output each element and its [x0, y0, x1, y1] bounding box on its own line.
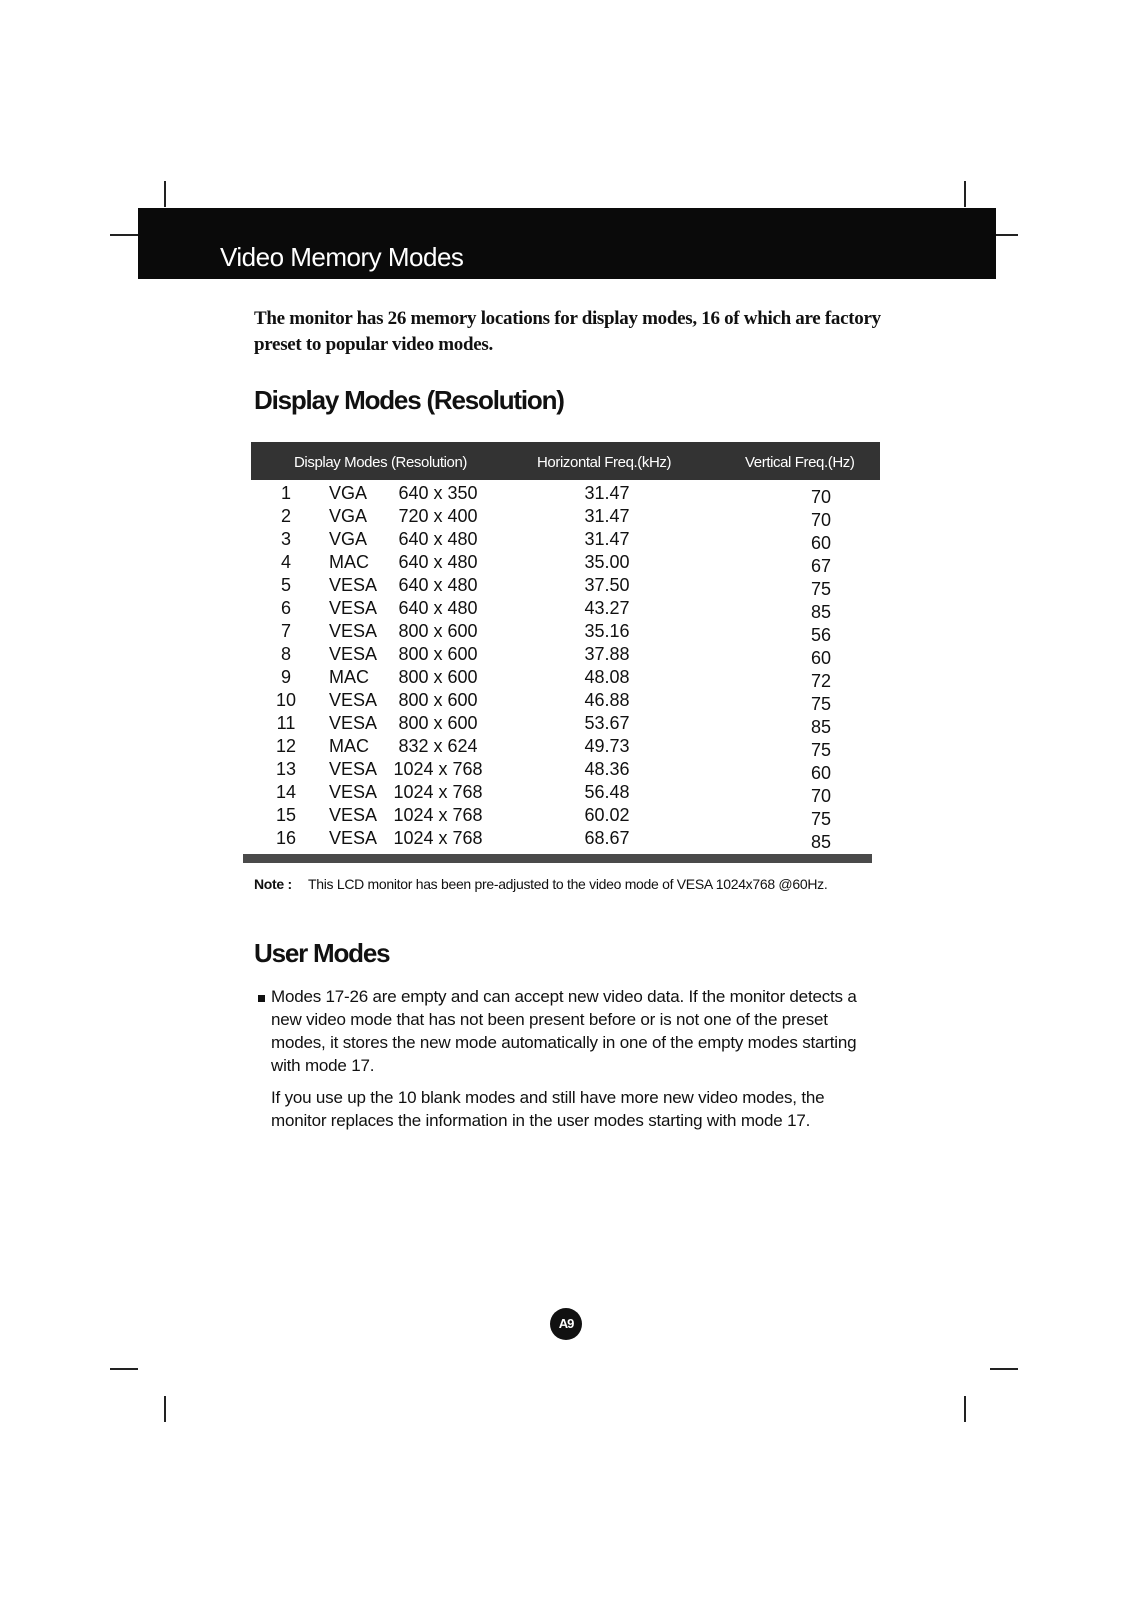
mode-number: 10 [275, 690, 297, 710]
mode-horizontal-freq: 31.47 [584, 506, 630, 526]
mode-standard: VESA [329, 690, 378, 710]
mode-standard: VGA [329, 483, 368, 503]
mode-vertical-freq: 85 [810, 717, 832, 737]
mode-standard: VESA [329, 828, 378, 848]
mode-horizontal-freq: 56.48 [584, 782, 630, 802]
mode-standard: MAC [329, 667, 369, 687]
mode-horizontal-freq: 46.88 [584, 690, 630, 710]
mode-vertical-freq: 70 [810, 510, 832, 530]
column-header-display-modes: Display Modes (Resolution) [294, 454, 468, 471]
mode-resolution: 640 x 480 [398, 598, 478, 618]
table-row [251, 506, 880, 529]
bullet-square-icon [258, 995, 265, 1002]
mode-resolution: 1024 x 768 [393, 805, 483, 825]
column-header-horizontal-freq: Horizontal Freq.(kHz) [537, 454, 672, 471]
mode-resolution: 1024 x 768 [393, 782, 483, 802]
mode-standard: MAC [329, 736, 369, 756]
crop-mark [110, 1368, 138, 1370]
mode-vertical-freq: 70 [810, 786, 832, 806]
table-row [251, 552, 880, 575]
mode-resolution: 800 x 600 [398, 644, 478, 664]
mode-number: 3 [280, 529, 291, 549]
user-modes-paragraph: Modes 17-26 are empty and can accept new video data. If the monitor detects a new video mode that has not been present before or is not one of the preset modes, it stores the new mode automatically in one of the empty modes starting with mode 17. [271, 987, 857, 1075]
crop-mark [164, 181, 166, 207]
mode-horizontal-freq: 60.02 [584, 805, 630, 825]
user-modes-heading: User Modes [254, 938, 390, 968]
mode-standard: VESA [329, 759, 378, 779]
table-row [251, 736, 880, 759]
mode-horizontal-freq: 48.36 [584, 759, 630, 779]
mode-resolution: 800 x 600 [398, 690, 478, 710]
mode-number: 4 [280, 552, 291, 572]
mode-vertical-freq: 60 [810, 533, 832, 553]
table-row [251, 690, 880, 713]
table-row [251, 713, 880, 736]
mode-horizontal-freq: 31.47 [584, 529, 630, 549]
mode-vertical-freq: 75 [810, 694, 832, 714]
page-title: Video Memory Modes [220, 242, 464, 272]
mode-horizontal-freq: 48.08 [584, 667, 630, 687]
intro-paragraph: The monitor has 26 memory locations for display modes, 16 of which are factory preset to popular video modes. [254, 308, 881, 355]
table-row [251, 782, 880, 805]
table-row [251, 483, 880, 506]
table-header [251, 442, 880, 480]
crop-mark [164, 1396, 166, 1422]
mode-vertical-freq: 67 [810, 556, 832, 576]
mode-standard: VESA [329, 782, 378, 802]
mode-number: 16 [275, 828, 297, 848]
table-bottom-rule [243, 854, 872, 863]
crop-mark [110, 234, 138, 236]
mode-number: 1 [280, 483, 291, 503]
mode-vertical-freq: 60 [810, 648, 832, 668]
table-row [251, 805, 880, 828]
mode-number: 13 [275, 759, 297, 779]
user-modes-paragraph: If you use up the 10 blank modes and still have more new video modes, the monitor replaces the information in the user modes starting with mode 17. [271, 1088, 825, 1130]
mode-vertical-freq: 70 [810, 487, 832, 507]
table-row [251, 598, 880, 621]
mode-number: 6 [280, 598, 291, 618]
mode-standard: VESA [329, 575, 378, 595]
mode-vertical-freq: 56 [810, 625, 832, 645]
crop-mark [990, 1368, 1018, 1370]
mode-number: 5 [280, 575, 291, 595]
mode-vertical-freq: 72 [810, 671, 832, 691]
table-row [251, 644, 880, 667]
mode-resolution: 800 x 600 [398, 713, 478, 733]
mode-standard: MAC [329, 552, 369, 572]
mode-vertical-freq: 75 [810, 579, 832, 599]
mode-horizontal-freq: 35.00 [584, 552, 630, 572]
table-row [251, 667, 880, 690]
note-label: Note : [254, 876, 292, 892]
mode-horizontal-freq: 49.73 [584, 736, 630, 756]
mode-resolution: 1024 x 768 [393, 828, 483, 848]
header-bar [138, 208, 996, 279]
mode-horizontal-freq: 53.67 [584, 713, 630, 733]
mode-vertical-freq: 85 [810, 602, 832, 622]
mode-vertical-freq: 85 [810, 832, 832, 852]
table-row [251, 828, 880, 851]
mode-number: 9 [280, 667, 291, 687]
mode-number: 7 [280, 621, 291, 641]
mode-vertical-freq: 75 [810, 740, 832, 760]
table-row [251, 529, 880, 552]
display-modes-table [251, 483, 880, 851]
mode-horizontal-freq: 68.67 [584, 828, 630, 848]
column-header-vertical-freq: Vertical Freq.(Hz) [745, 454, 855, 471]
mode-standard: VESA [329, 598, 378, 618]
mode-number: 12 [275, 736, 297, 756]
crop-mark [964, 181, 966, 207]
mode-number: 2 [280, 506, 291, 526]
user-modes-list [258, 985, 878, 1141]
mode-resolution: 720 x 400 [398, 506, 478, 526]
mode-resolution: 1024 x 768 [393, 759, 483, 779]
table-row [251, 575, 880, 598]
mode-standard: VGA [329, 506, 368, 526]
crop-mark [964, 1396, 966, 1422]
table-row [251, 759, 880, 782]
mode-number: 15 [275, 805, 297, 825]
display-modes-heading: Display Modes (Resolution) [254, 385, 564, 415]
mode-vertical-freq: 75 [810, 809, 832, 829]
mode-horizontal-freq: 37.88 [584, 644, 630, 664]
mode-standard: VESA [329, 805, 378, 825]
mode-number: 8 [280, 644, 291, 664]
mode-number: 14 [275, 782, 297, 802]
mode-resolution: 640 x 480 [398, 552, 478, 572]
mode-standard: VESA [329, 644, 378, 664]
mode-resolution: 832 x 624 [398, 736, 478, 756]
mode-standard: VESA [329, 713, 378, 733]
mode-horizontal-freq: 43.27 [584, 598, 630, 618]
mode-horizontal-freq: 31.47 [584, 483, 630, 503]
mode-number: 11 [276, 713, 296, 733]
mode-resolution: 640 x 480 [398, 529, 478, 549]
mode-resolution: 800 x 600 [398, 621, 478, 641]
note-text: This LCD monitor has been pre-adjusted to the video mode of VESA 1024x768 @60Hz. [308, 876, 828, 892]
mode-resolution: 640 x 480 [398, 575, 478, 595]
mode-horizontal-freq: 37.50 [584, 575, 630, 595]
mode-horizontal-freq: 35.16 [584, 621, 630, 641]
mode-standard: VESA [329, 621, 378, 641]
mode-vertical-freq: 60 [810, 763, 832, 783]
mode-standard: VGA [329, 529, 368, 549]
page-number-badge: A9 [550, 1308, 582, 1340]
mode-resolution: 640 x 350 [398, 483, 478, 503]
mode-resolution: 800 x 600 [398, 667, 478, 687]
table-row [251, 621, 880, 644]
